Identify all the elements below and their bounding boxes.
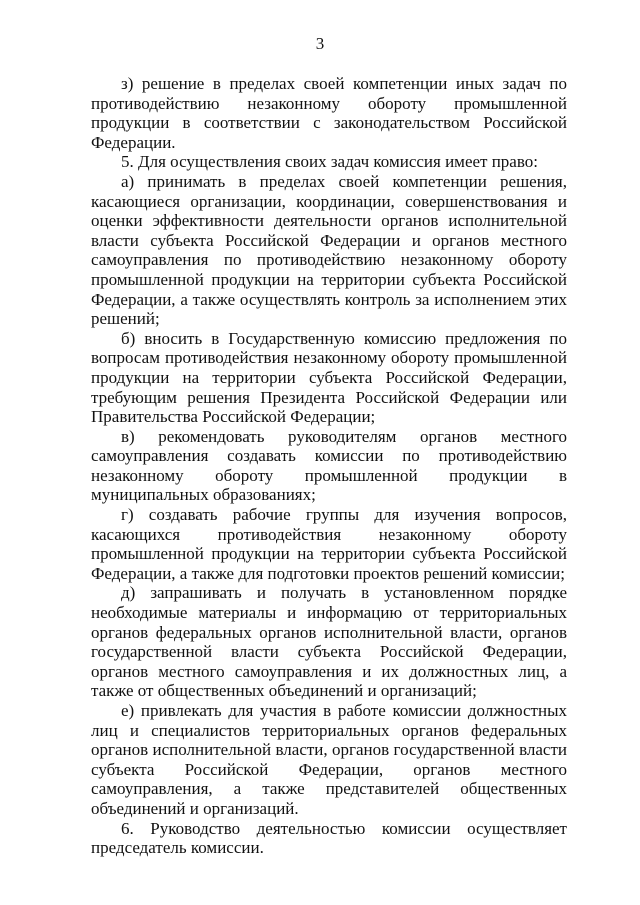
paragraph-item-a: а) принимать в пределах своей компетенции решения, касающиеся организации, координации, совершенствования и оценки эффективности деятельности органов исполнительной власти субъекта Российской Федерации и органов местного самоуправления по противодействию незаконному обороту промышленной продукции на территории субъекта Российской Федерации, а также осуществлять контроль за исполнением этих решений; [91, 171, 567, 329]
paragraph-section-6: 6. Руководство деятельностью комиссии осуществляет председатель комиссии. [91, 818, 567, 858]
paragraph-item-d: д) запрашивать и получать в установленном порядке необходимые материалы и информацию от территориальных органов федеральных органов исполнительной власти, органов государственной власти субъекта Российской Федерации, органов местного самоуправления и их должностных лиц, а также от общественных объединений и организаций; [91, 583, 567, 701]
page-number: 3 [315, 34, 325, 53]
paragraph-item-b: б) вносить в Государственную комиссию предложения по вопросам противодействия незаконному обороту промышленной продукции на территории субъекта Российской Федерации, требующим решения Президента Российской Федерации или Правительства Российской Федерации; [91, 328, 567, 427]
paragraph-section-5: 5. Для осуществления своих задач комиссия имеет право: [121, 152, 538, 172]
paragraph-item-v: в) рекомендовать руководителям органов местного самоуправления создавать комиссии по противодействию незаконному обороту промышленной продукции в муниципальных образованиях; [91, 426, 567, 505]
document-body [91, 74, 567, 858]
paragraph-item-g: г) создавать рабочие группы для изучения вопросов, касающихся противодействия незаконному обороту промышленной продукции на территории субъекта Российской Федерации, а также для подготовки проектов решений комиссии; [91, 505, 567, 583]
paragraph-item-z: з) решение в пределах своей компетенции иных задач по противодействию незаконному обороту промышленной продукции в соответствии с законодательством Российской Федерации. [91, 74, 567, 152]
paragraph-item-e: е) привлекать для участия в работе комиссии должностных лиц и специалистов территориальных органов федеральных органов исполнительной власти, органов государственной власти субъекта Российской Федерации, органов местного самоуправления, а также представителей общественных объединений и организаций. [91, 701, 567, 818]
